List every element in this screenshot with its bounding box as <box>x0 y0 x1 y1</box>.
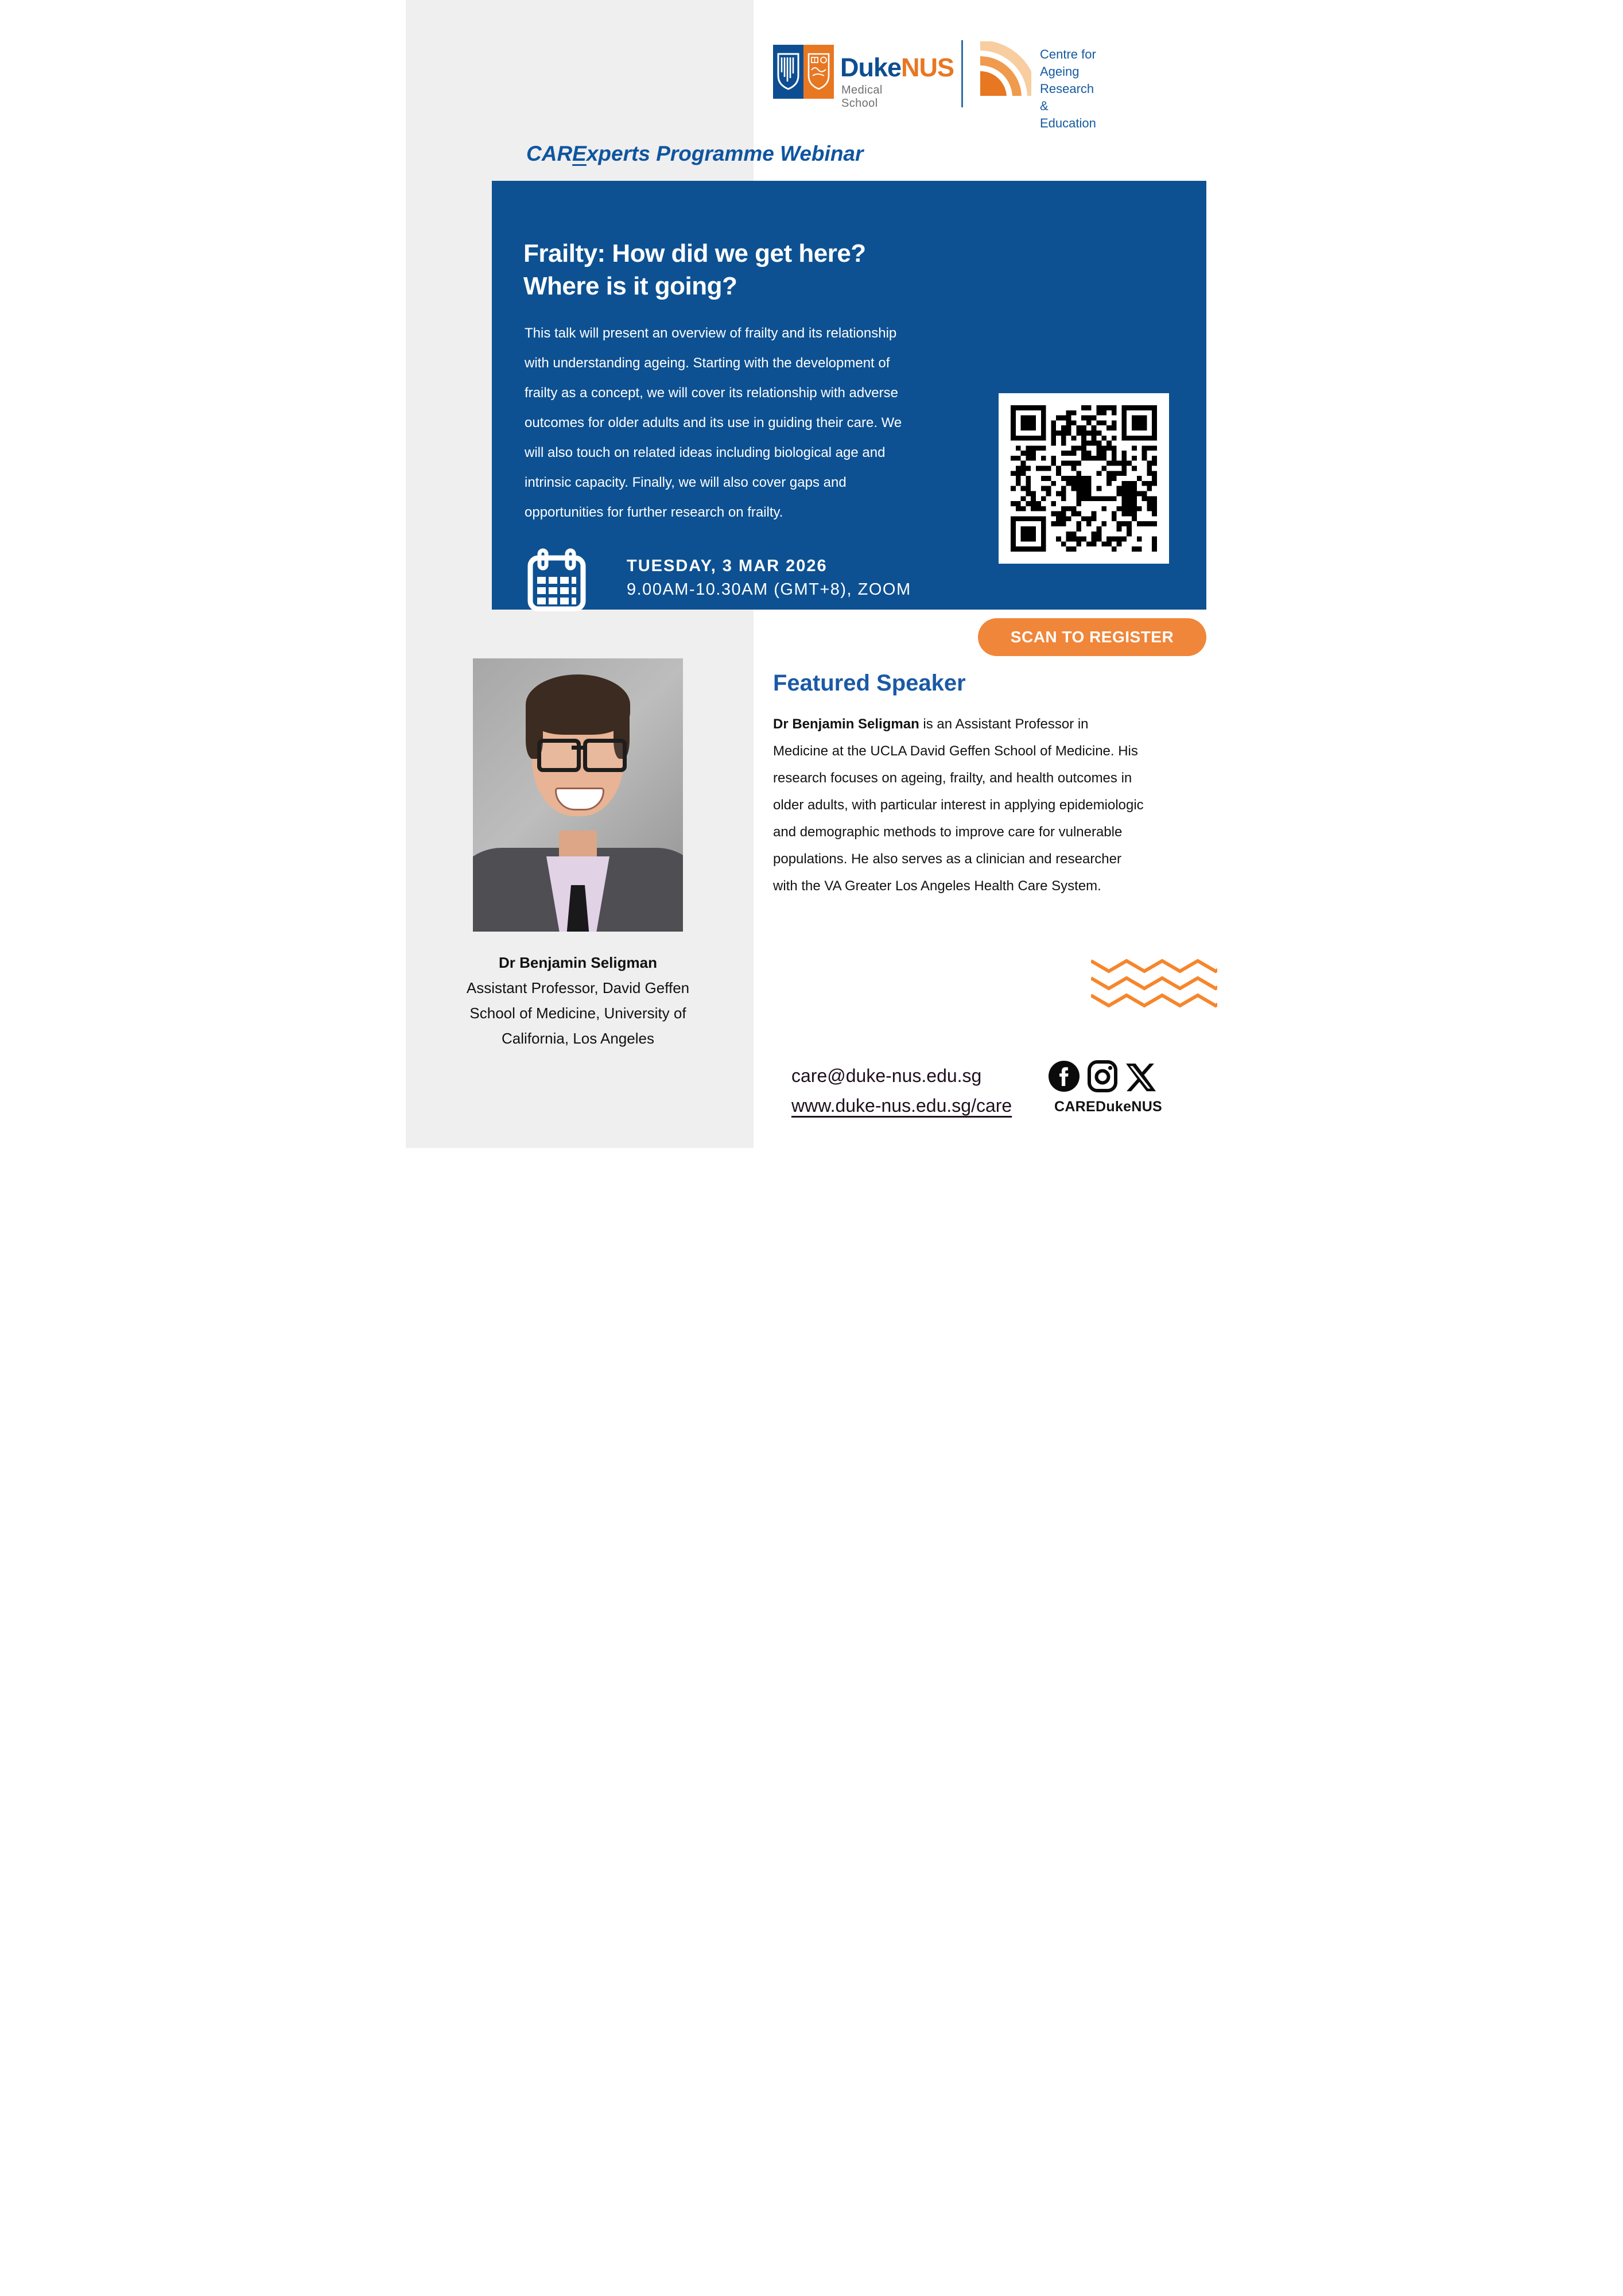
instagram-icon[interactable] <box>1086 1060 1119 1093</box>
featured-speaker-heading: Featured Speaker <box>773 670 966 696</box>
webinar-description: This talk will present an overview of frailty and its relationship with understanding ageing. Starting with the development of frailty as a concept, we will cover its relationship with adverse outcomes for older adults and its use in guiding their care. We will also touch on related ideas including biological age and intrinsic capacity. Finally, we will also cover gaps and opportunities for further research on frailty. <box>525 325 902 520</box>
nus-shield-blue-icon <box>773 45 803 99</box>
photo-caption-line: School of Medicine, University of <box>469 1004 686 1022</box>
care-centre-line1: Centre for <box>1040 47 1096 61</box>
duke-text: Duke <box>840 53 902 82</box>
photo-caption <box>440 950 716 1051</box>
programme-title <box>526 142 863 166</box>
speaker-bio <box>773 711 1146 899</box>
programme-title-suffix: xperts Programme Webinar <box>586 142 864 165</box>
webinar-title-line1: Frailty: How did we get here? <box>523 239 866 267</box>
webinar-title-line2: Where is it going? <box>523 272 737 300</box>
event-datetime <box>627 557 911 599</box>
speaker-glasses-left <box>537 739 581 772</box>
webinar-title <box>523 237 866 302</box>
zigzag-waves-icon <box>1091 959 1217 1011</box>
speaker-bio-name: Dr Benjamin Seligman <box>773 716 919 732</box>
registration-qr-code <box>999 393 1169 564</box>
photo-caption-line: Assistant Professor, David Geffen <box>466 979 690 996</box>
social-handle: CAREDukeNUS <box>1054 1099 1163 1115</box>
social-icons <box>1047 1060 1158 1095</box>
speaker-glasses-right <box>583 739 627 772</box>
care-centre-name <box>1040 46 1096 132</box>
dukenus-wordmark <box>840 53 954 83</box>
nus-text: NUS <box>901 53 954 82</box>
photo-caption-line: California, Los Angeles <box>502 1030 654 1047</box>
speaker-bio-text: is an Assistant Professor in Medicine at the UCLA David Geffen School of Medicine. His research focuses on ageing, frailty, and health outcomes in older adults, with particular interest in applying epidemiologic and demographic methods to improve care for vulnerable populations. He also serves as a clinician and researcher with the VA Greater Los Angeles Health Care System. <box>773 716 1144 894</box>
event-date: TUESDAY, 3 MAR 2026 <box>627 557 828 575</box>
scan-to-register-button[interactable]: SCAN TO REGISTER <box>978 618 1206 656</box>
x-icon[interactable] <box>1124 1060 1158 1095</box>
event-time: 9.00AM-10.30AM (GMT+8), ZOOM <box>627 580 911 599</box>
care-centre-line2: Ageing Research & Education <box>1040 64 1096 130</box>
care-arcs-icon <box>977 41 1031 96</box>
nus-crest-orange-icon <box>803 45 834 99</box>
website-link[interactable]: www.duke-nus.edu.sg/care <box>791 1095 1012 1116</box>
medical-school-text: Medical School <box>841 84 883 110</box>
programme-title-prefix: CAR <box>526 142 573 165</box>
speaker-glasses-bridge <box>572 746 584 750</box>
photo-caption-name: Dr Benjamin Seligman <box>499 954 657 971</box>
speaker-photo <box>473 658 683 932</box>
contact-email-link[interactable]: care@duke-nus.edu.sg <box>791 1065 982 1086</box>
facebook-icon[interactable] <box>1047 1060 1081 1093</box>
programme-title-underlined-e: E <box>572 142 587 165</box>
calendar-icon <box>527 548 586 611</box>
hero-panel <box>492 181 1206 610</box>
logo-divider <box>961 40 963 107</box>
flyer-page <box>406 0 1217 1148</box>
